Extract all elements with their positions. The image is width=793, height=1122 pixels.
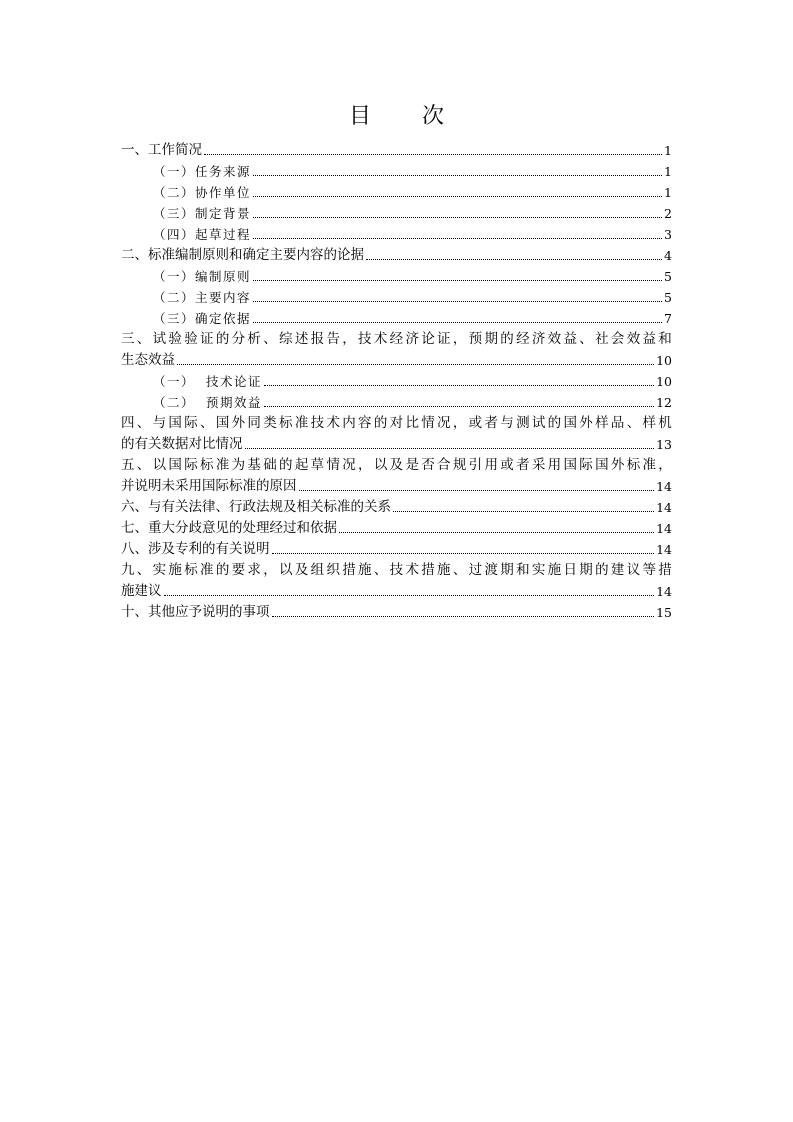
dot-leader (253, 301, 662, 302)
toc-entry-8[interactable] (121, 539, 672, 560)
toc-entry-1-1[interactable] (121, 161, 672, 182)
toc-entry-9[interactable] (121, 581, 672, 602)
toc-entry-1-4[interactable] (121, 224, 672, 245)
toc-entry-label: （四）起草过程 (153, 227, 252, 242)
toc-page-number: 12 (656, 395, 672, 410)
toc-page-number: 14 (656, 584, 672, 599)
toc-entry-label: 十、其他应予说明的事项 (121, 604, 270, 620)
dot-leader (299, 490, 655, 491)
toc-page-number: 14 (656, 479, 672, 494)
toc-page-number: 2 (664, 206, 672, 221)
toc-page-number: 7 (664, 311, 672, 326)
toc-entry-label: （二） 预期效益 (153, 395, 262, 410)
toc-entry-4[interactable] (121, 434, 672, 455)
toc-entry-label: （一） 技术论证 (153, 374, 262, 389)
dot-leader (272, 553, 655, 554)
toc-page-number: 13 (656, 437, 672, 452)
toc-entry-label: 并说明未采用国际标准的原因 (121, 478, 297, 494)
toc-entry-label: 一、工作简况 (121, 142, 202, 158)
toc-entry-10[interactable] (121, 602, 672, 623)
dot-leader (164, 595, 655, 596)
toc-entry-3-line1[interactable]: 三、试验验证的分析、综述报告，技术经济论证，预期的经济效益、社会效益和 (121, 331, 672, 347)
dot-leader (253, 322, 662, 323)
toc-entry-5[interactable] (121, 476, 672, 497)
dot-leader (366, 259, 662, 260)
toc-entry-label: 的有关数据对比情况 (121, 436, 243, 452)
toc-entry-3[interactable] (121, 350, 672, 371)
toc-entry-label: 七、重大分歧意见的处理经过和依据 (121, 520, 337, 536)
toc-page-number: 14 (656, 521, 672, 536)
toc-entry-9-line1[interactable]: 九、实施标准的要求，以及组织措施、技术措施、过渡期和实施日期的建议等措 (121, 562, 672, 578)
toc-entry-label: （三）制定背景 (153, 206, 252, 221)
dot-leader (393, 511, 654, 512)
toc-entry-label: 二、标准编制原则和确定主要内容的论据 (121, 247, 364, 263)
toc-page-number: 4 (664, 248, 672, 263)
toc-entry-3-2[interactable] (121, 392, 672, 413)
toc-entry-label: （二）主要内容 (153, 290, 252, 305)
toc-entry-6[interactable] (121, 497, 672, 518)
dot-leader (253, 280, 662, 281)
toc-entry-2[interactable] (121, 245, 672, 266)
dot-leader (272, 616, 655, 617)
toc-entry-label: 六、与有关法律、行政法规及相关标准的关系 (121, 499, 391, 515)
toc-entry-2-1[interactable] (121, 266, 672, 287)
dot-leader (177, 364, 654, 365)
toc-entry-label: 施建议 (121, 583, 162, 599)
toc-entry-5-line1[interactable]: 五、以国际标准为基础的起草情况，以及是否合规引用或者采用国际国外标准， (121, 457, 672, 473)
toc-entry-1-3[interactable] (121, 203, 672, 224)
toc-entry-2-3[interactable] (121, 308, 672, 329)
toc-entry-label: （二）协作单位 (153, 185, 252, 200)
toc-page-number: 1 (664, 185, 672, 200)
table-of-contents (121, 140, 672, 623)
toc-entry-label: 八、涉及专利的有关说明 (121, 541, 270, 557)
toc-page-number: 14 (656, 542, 672, 557)
toc-entry-1-2[interactable] (121, 182, 672, 203)
toc-page-number: 15 (656, 605, 672, 620)
toc-entry-label: （一）任务来源 (153, 164, 252, 179)
toc-page-number: 5 (664, 290, 672, 305)
dot-leader (264, 406, 654, 407)
dot-leader (204, 154, 662, 155)
toc-entry-7[interactable] (121, 518, 672, 539)
toc-page-number: 5 (664, 269, 672, 284)
toc-entry-2-2[interactable] (121, 287, 672, 308)
toc-entry-label: （三）确定依据 (153, 311, 252, 326)
toc-page-number: 14 (656, 500, 672, 515)
toc-page-number: 10 (656, 374, 672, 389)
dot-leader (264, 385, 654, 386)
toc-entry-3-1[interactable] (121, 371, 672, 392)
toc-page-number: 3 (664, 227, 672, 242)
toc-page-number: 10 (656, 353, 672, 368)
dot-leader (245, 448, 655, 449)
dot-leader (253, 175, 662, 176)
dot-leader (253, 196, 662, 197)
dot-leader (253, 217, 662, 218)
toc-page-number: 1 (664, 164, 672, 179)
dot-leader (253, 238, 662, 239)
toc-title: 目 次 (349, 104, 466, 129)
toc-page-number: 1 (664, 143, 672, 158)
toc-entry-4-line1[interactable]: 四、与国际、国外同类标准技术内容的对比情况，或者与测试的国外样品、样机 (121, 415, 672, 431)
toc-entry-1[interactable] (121, 140, 672, 161)
toc-entry-label: （一）编制原则 (153, 269, 252, 284)
dot-leader (339, 532, 654, 533)
toc-entry-label: 生态效益 (121, 352, 175, 368)
